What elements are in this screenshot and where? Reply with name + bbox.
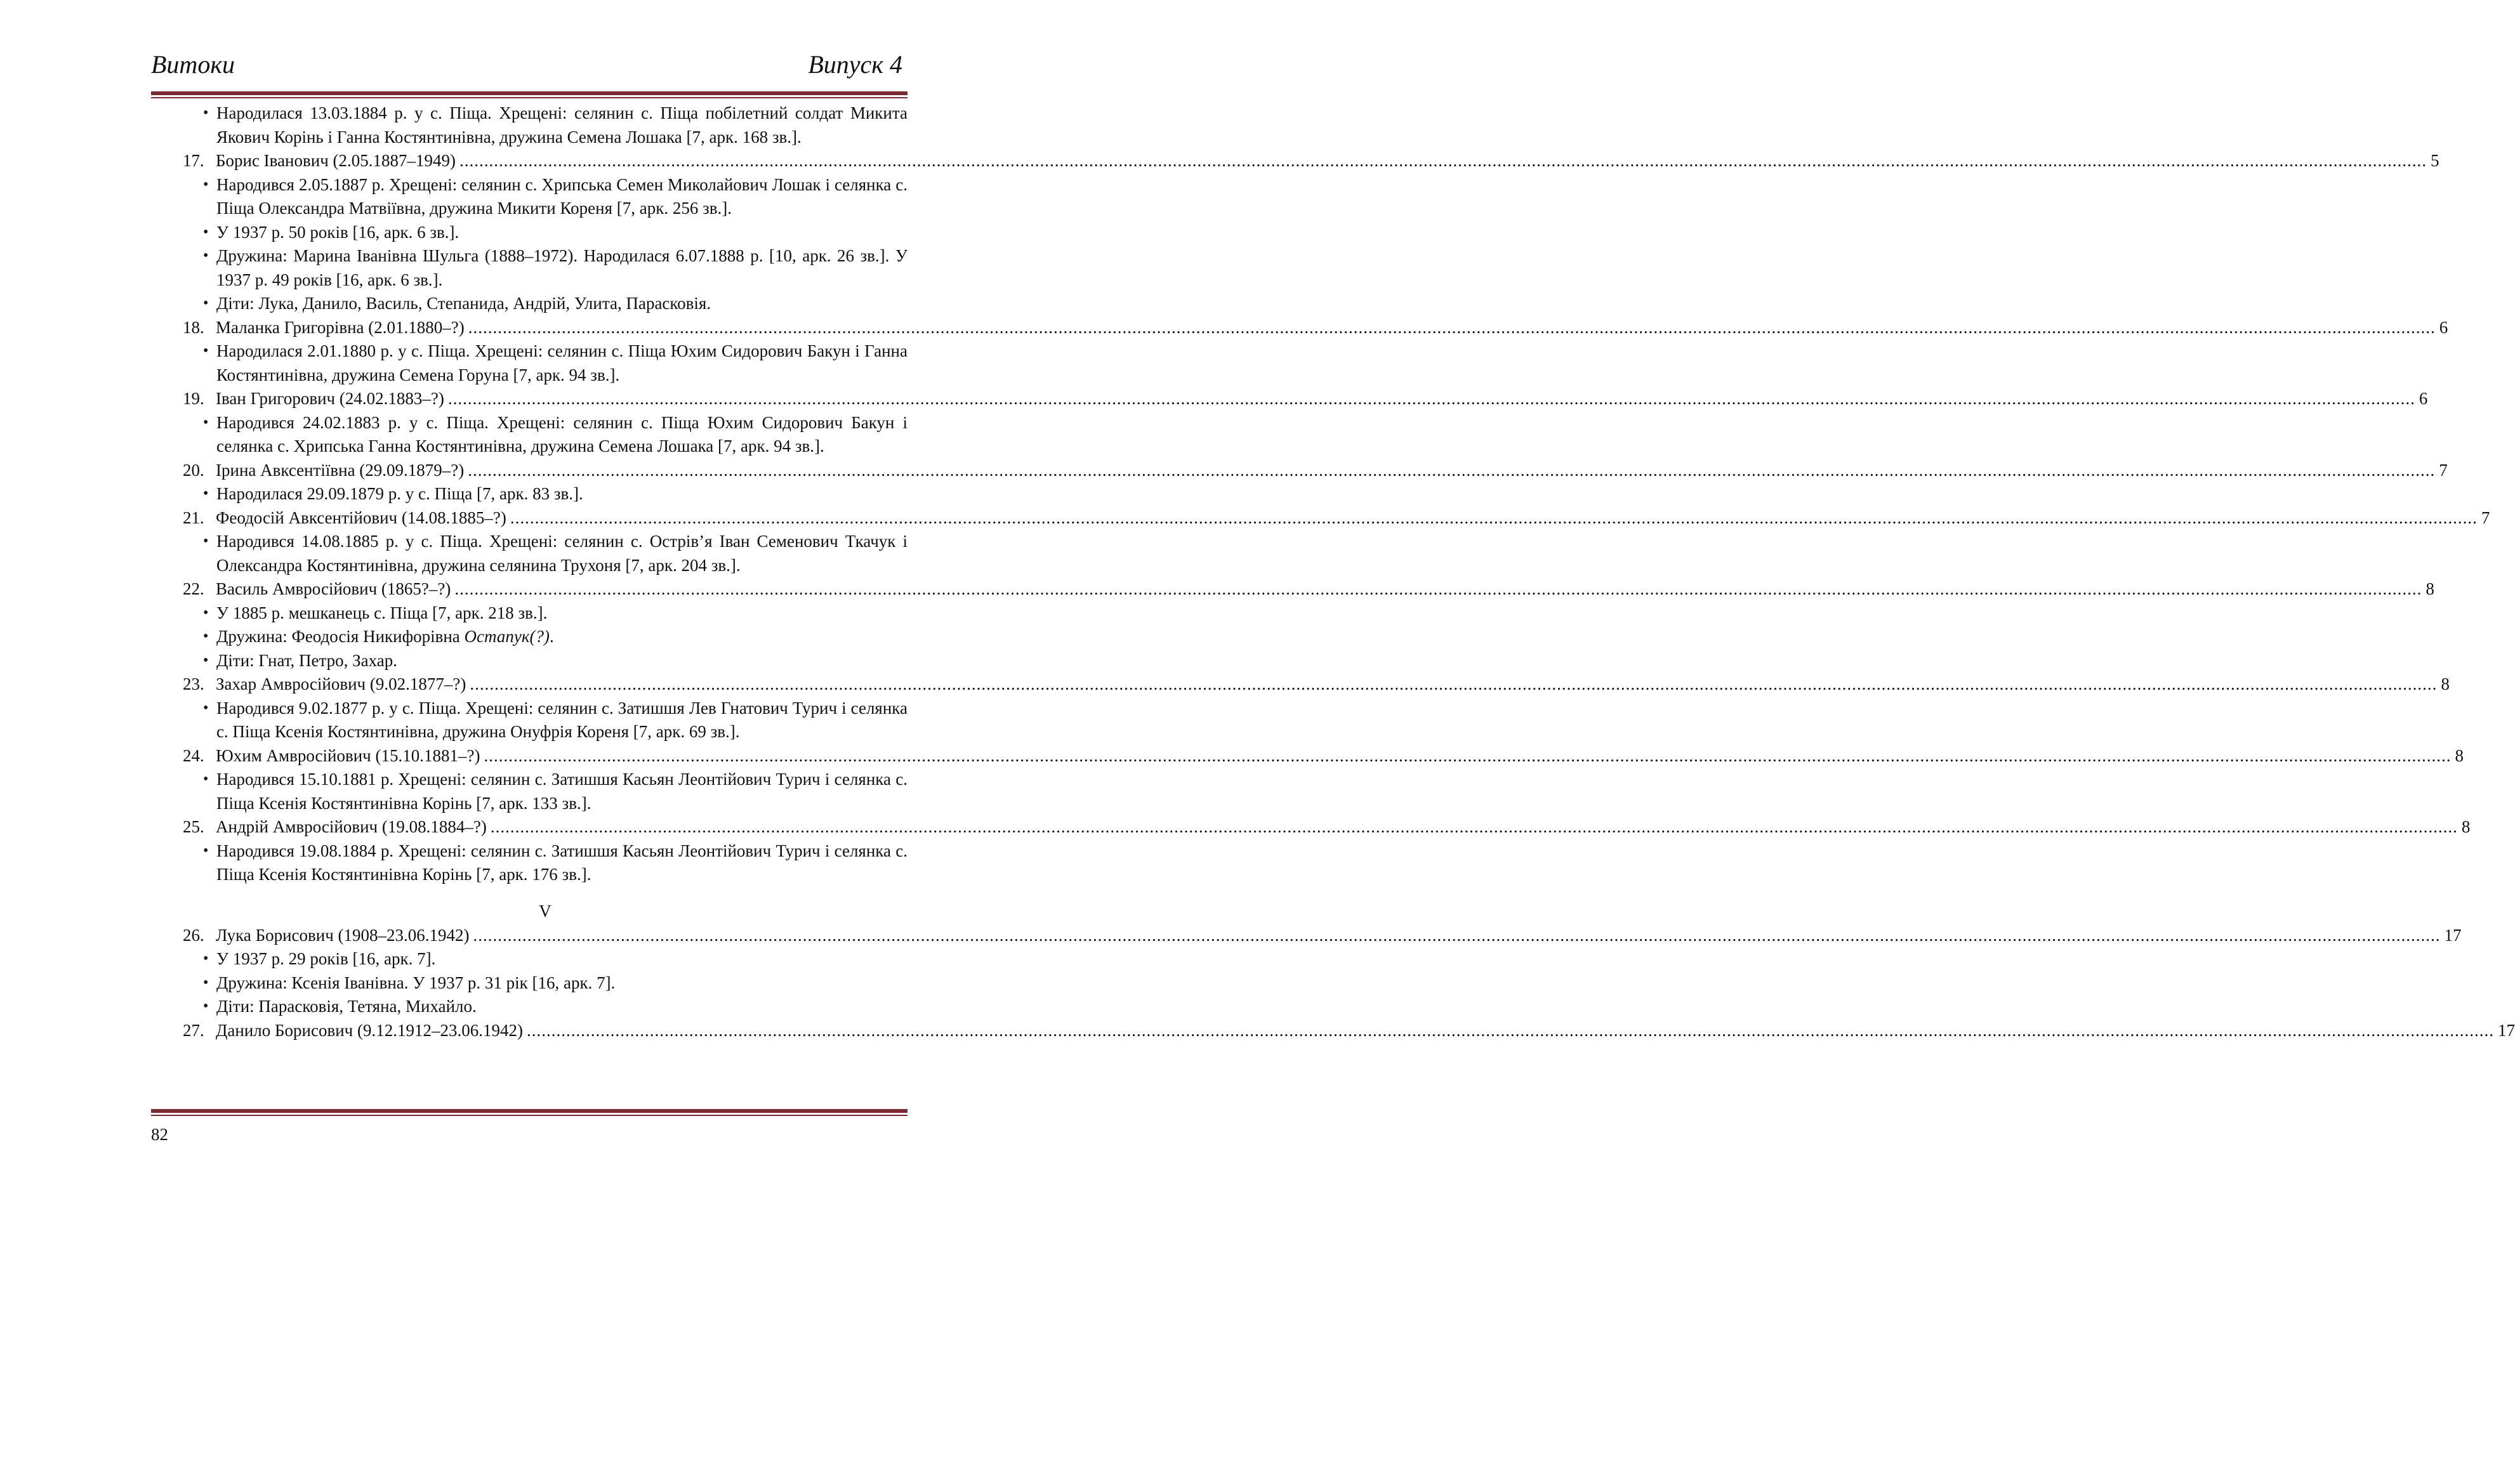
bullet-item: • У 1937 р. 29 років [16, арк. 7].: [203, 947, 908, 971]
bullet-item: • Народився 15.10.1881 р. Хрещені: селянин с. Затишшя Касьян Леонтійович Турич і селянка с. Піща Ксенія Костянтинівна Корінь [7, арк. 133 зв.].: [203, 768, 908, 815]
bullet-item: • Народився 19.08.1884 р. Хрещені: селянин с. Затишшя Касьян Леонтійович Турич і селянка с. Піща Ксенія Костянтинівна Корінь [7, арк. 176 зв.].: [203, 839, 908, 887]
bullet-item: • Народився 9.02.1877 р. у с. Піща. Хрещені: селянин с. Затишшя Лев Гнатович Турич і селянка с. Піща Ксенія Костянтинівна, дружина Онуфрія Кореня [7, арк. 69 зв.].: [203, 697, 908, 744]
header-rule: [151, 91, 908, 98]
entry-name: Маланка Григорівна (2.01.1880–?): [216, 317, 465, 337]
entry-page-ref: 8: [2461, 817, 2471, 836]
entry-name: Феодосій Авксентійович (14.08.1885–?): [216, 508, 506, 527]
bullet-item: • Дружина: Феодосія Никифорівна Остапук(?).: [203, 625, 908, 649]
entry-row: [183, 577, 2434, 601]
bullet-list: [203, 768, 908, 815]
entry-row: [183, 924, 2462, 948]
bullet-list: [203, 411, 908, 459]
bullet-item: • Народився 24.02.1883 р. у с. Піща. Хрещені: селянин с. Піща Юхим Сидорович Бакун і селянка с. Хрипська Ганна Костянтинівна, дружина Семена Лошака [7, арк. 94 зв.].: [203, 411, 908, 459]
entry-name: Данило Борисович (9.12.1912–23.06.1942): [216, 1020, 523, 1040]
dot-leader: ................................................................................................................................................................................................................................................................................................................................................................................................................: [459, 151, 2427, 170]
bullet-item: • Народилася 2.01.1880 р. у с. Піща. Хрещені: селянин с. Піща Юхим Сидорович Бакун і Ганна Костянтинівна, дружина Семена Горуна [7, арк. 94 зв.].: [203, 339, 908, 387]
entry-name: Ірина Авксентіївна (29.09.1879–?): [216, 460, 465, 480]
bullet-item: • Народилася 29.09.1879 р. у с. Піща [7, арк. 83 зв.].: [203, 482, 908, 506]
footer-rule: [151, 1109, 908, 1116]
bullet-item: • Народилася 13.03.1884 р. у с. Піща. Хрещені: селянин с. Піща побілетний солдат Микита Якович Корінь і Ганна Костянтинівна, дружина Семена Лошака [7, арк. 168 зв.].: [203, 102, 908, 149]
entry-number: 25.: [183, 817, 204, 836]
entry-name: Василь Амвросійович (1865?–?): [216, 579, 451, 598]
entry-number: 18.: [183, 317, 204, 337]
entry-row: [183, 744, 2464, 768]
entry-page-ref: 17: [2444, 925, 2462, 945]
entry-name: Лука Борисович (1908–23.06.1942): [216, 925, 470, 945]
dot-leader: ................................................................................................................................................................................................................................................................................................................................................................................................................: [468, 317, 2436, 337]
entry-page-ref: 6: [2419, 389, 2428, 408]
entry-number: 21.: [183, 508, 204, 527]
bullet-list: [203, 339, 908, 387]
entry-row: [183, 815, 2471, 839]
entry-number: 26.: [183, 925, 204, 945]
bullet-list: [203, 601, 908, 673]
dot-leader: ................................................................................................................................................................................................................................................................................................................................................................................................................: [473, 925, 2441, 945]
entry-page-ref: 7: [2439, 460, 2448, 480]
entry-row: [183, 316, 2448, 340]
entry-number: 20.: [183, 460, 204, 480]
bullet-item: • Дружина: Марина Іванівна Шульга (1888–1972). Народилася 6.07.1888 р. [10, арк. 26 зв.]. У 1937 р. 49 років [16, арк. 6 зв.].: [203, 244, 908, 292]
genealogy-list: [183, 102, 2515, 1042]
bullet-list: [203, 173, 908, 316]
entry-number: 24.: [183, 745, 204, 765]
bullet-list: [203, 102, 908, 149]
entry-number: 27.: [183, 1020, 204, 1040]
journal-title: Витоки: [151, 50, 235, 79]
entry-row: [183, 673, 2450, 697]
page-number: 82: [151, 1125, 168, 1144]
entry-row: [183, 506, 2490, 530]
bullet-list: [203, 530, 908, 577]
bullet-item: • Дружина: Ксенія Іванівна. У 1937 р. 31 рік [16, арк. 7].: [203, 971, 908, 995]
bullet-list: [203, 839, 908, 887]
dot-leader: ................................................................................................................................................................................................................................................................................................................................................................................................................: [510, 508, 2478, 527]
dot-leader: ................................................................................................................................................................................................................................................................................................................................................................................................................: [490, 817, 2458, 836]
bullet-item: • У 1937 р. 50 років [16, арк. 6 зв.].: [203, 221, 908, 245]
entry-page-ref: 8: [2426, 579, 2434, 598]
entry-page-ref: 8: [2455, 745, 2464, 765]
entry-name: Юхим Амвросійович (15.10.1881–?): [216, 745, 480, 765]
bullet-list: [203, 482, 908, 506]
section-heading: V: [539, 901, 551, 921]
entry-page-ref: 17: [2497, 1020, 2515, 1040]
bullet-list: [203, 947, 908, 1019]
entry-name: Борис Іванович (2.05.1887–1949): [216, 151, 456, 170]
dot-leader: ................................................................................................................................................................................................................................................................................................................................................................................................................: [470, 674, 2438, 693]
entry-page-ref: 5: [2431, 151, 2439, 170]
bullet-item: • У 1885 р. мешканець с. Піща [7, арк. 218 зв.].: [203, 601, 908, 626]
entry-name: Захар Амвросійович (9.02.1877–?): [216, 674, 466, 693]
entry-number: 19.: [183, 389, 204, 408]
dot-leader: ................................................................................................................................................................................................................................................................................................................................................................................................................: [447, 389, 2415, 408]
uncertain-surname: Остапук(?): [464, 627, 550, 646]
entry-name: Андрій Амвросійович (19.08.1884–?): [216, 817, 487, 836]
dot-leader: ................................................................................................................................................................................................................................................................................................................................................................................................................: [526, 1020, 2494, 1040]
dot-leader: ................................................................................................................................................................................................................................................................................................................................................................................................................: [454, 579, 2422, 598]
entry-row: [183, 459, 2448, 483]
entry-number: 23.: [183, 674, 204, 693]
bullet-item: • Народився 14.08.1885 р. у с. Піща. Хрещені: селянин с. Острів’я Іван Семенович Ткачук і Олександра Костянтинівна, дружина селянина Трухоня [7, арк. 204 зв.].: [203, 530, 908, 577]
entry-page-ref: 7: [2481, 508, 2490, 527]
dot-leader: ................................................................................................................................................................................................................................................................................................................................................................................................................: [468, 460, 2436, 480]
bullet-item: • Народився 2.05.1887 р. Хрещені: селянин с. Хрипська Семен Миколайович Лошак і селянка с. Піща Олександра Матвіївна, дружина Микити Кореня [7, арк. 256 зв.].: [203, 173, 908, 221]
dot-leader: ................................................................................................................................................................................................................................................................................................................................................................................................................: [484, 745, 2452, 765]
bullet-item: • Діти: Лука, Данило, Василь, Степанида, Андрій, Улита, Парасковія.: [203, 292, 908, 316]
entry-name: Іван Григорович (24.02.1883–?): [216, 389, 444, 408]
entry-page-ref: 8: [2441, 674, 2450, 693]
entry-row: [183, 387, 2428, 411]
bullet-item: • Діти: Парасковія, Тетяна, Михайло.: [203, 995, 908, 1019]
issue-label: Випуск 4: [808, 50, 902, 79]
entry-number: 17.: [183, 151, 204, 170]
bullet-item: • Діти: Гнат, Петро, Захар.: [203, 649, 908, 673]
entry-number: 22.: [183, 579, 204, 598]
entry-row: [183, 149, 2439, 173]
bullet-list: [203, 697, 908, 744]
entry-page-ref: 6: [2439, 317, 2448, 337]
running-head: [151, 49, 908, 88]
entry-row: [183, 1019, 2515, 1043]
